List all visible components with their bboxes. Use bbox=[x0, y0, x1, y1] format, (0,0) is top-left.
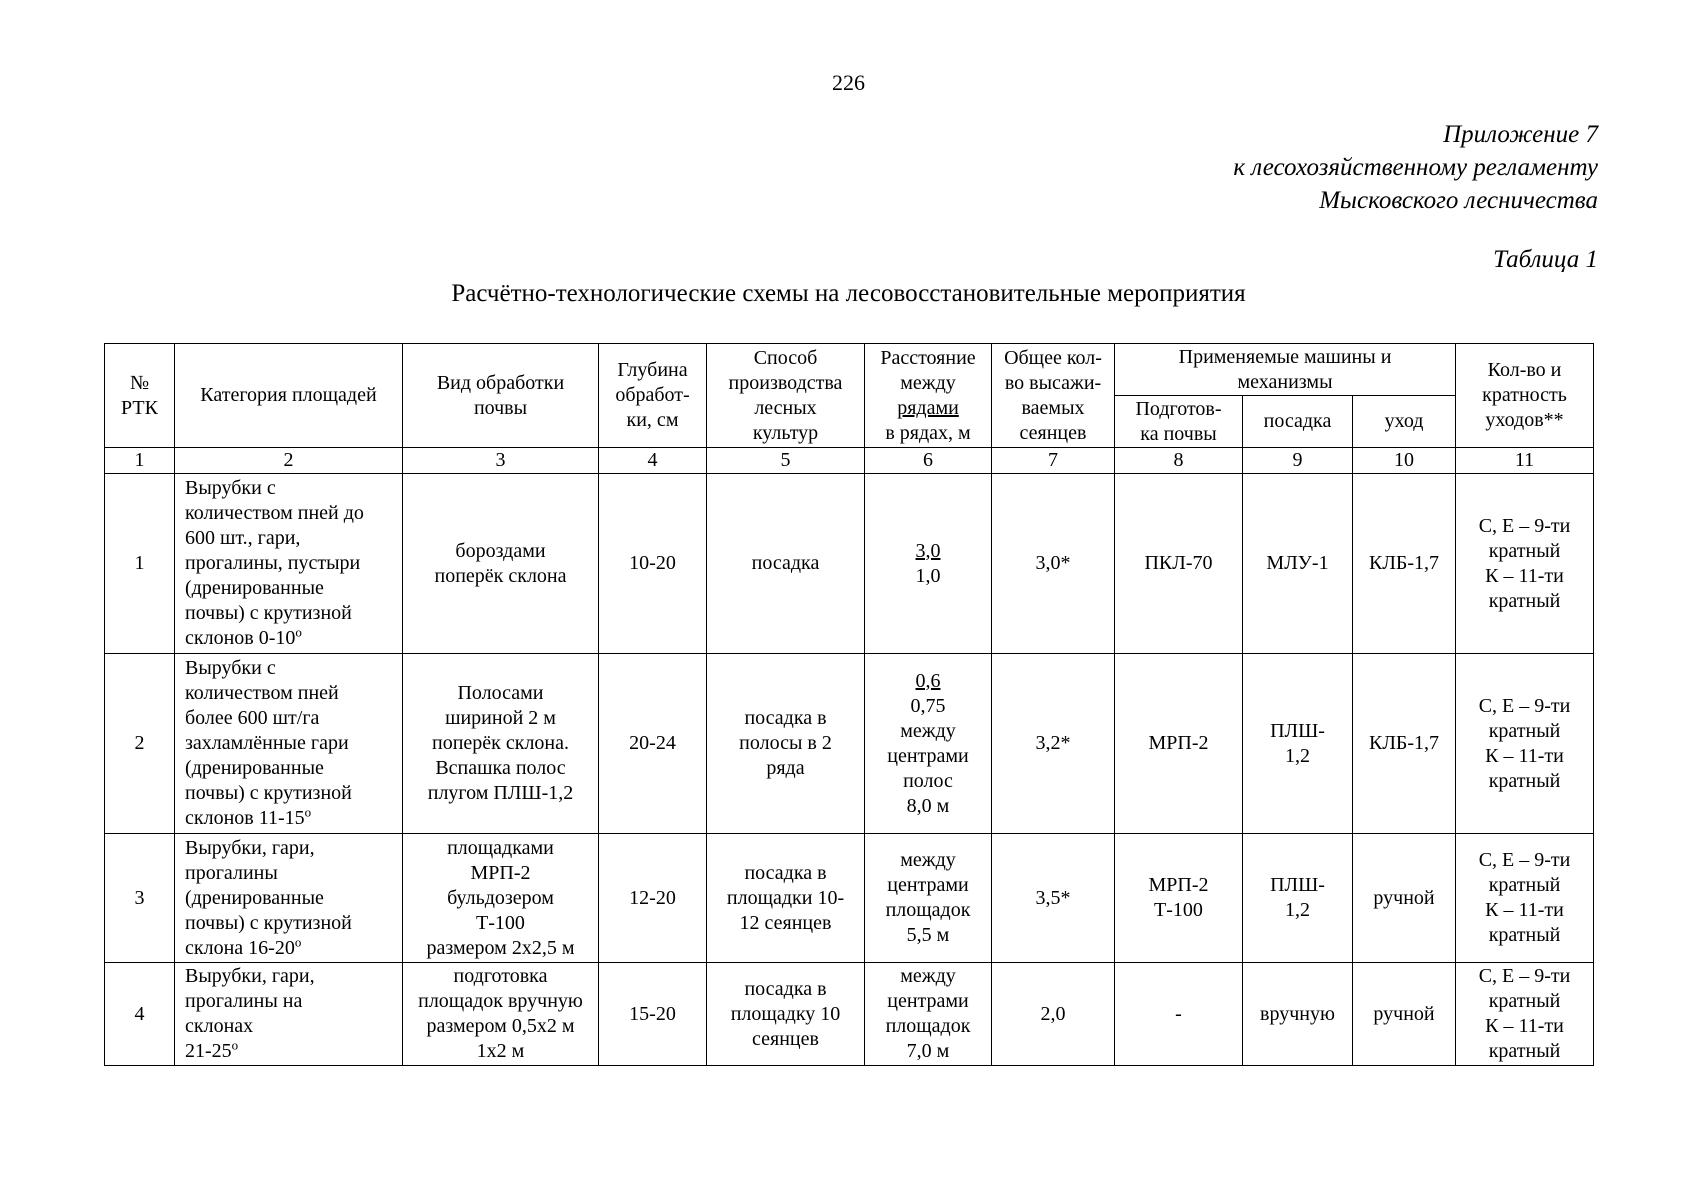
header-rtk-number: № РТК bbox=[105, 344, 175, 448]
row-category-text: Вырубки, гари, прогалины (дренированные почвы) с крутизной склона 16-20 bbox=[185, 836, 352, 959]
row-number: 1 bbox=[105, 474, 175, 654]
column-number: 10 bbox=[1353, 448, 1456, 474]
table-row bbox=[105, 963, 1594, 1066]
row-method: посадка в площадку 10 сеянцев bbox=[707, 963, 865, 1066]
table-row bbox=[105, 654, 1594, 834]
row-care-count: С, Е – 9-ти кратный К – 11-ти кратный bbox=[1456, 834, 1594, 963]
column-number: 11 bbox=[1456, 448, 1594, 474]
header-row-1 bbox=[105, 344, 1594, 396]
row-category-text: Вырубки с количеством пней более 600 шт/га захламлённые гари (дренированные почвы) с крутизной склонов 11-15 bbox=[185, 657, 352, 829]
header-machines-group: Применяемые машины и механизмы bbox=[1115, 344, 1456, 396]
row-treatment: бороздами поперёк склона bbox=[403, 474, 599, 654]
row-spacing-rest: между центрами площадок 5,5 м bbox=[885, 849, 971, 946]
row-method: посадка bbox=[707, 474, 865, 654]
row-treatment: Полосами шириной 2 м поперёк склона. Вспашка полос плугом ПЛШ-1,2 bbox=[403, 654, 599, 834]
appendix-line-3: Мысковского лесничества bbox=[1319, 187, 1598, 214]
row-spacing-rest: 1,0 bbox=[915, 564, 941, 587]
column-number: 1 bbox=[105, 448, 175, 474]
row-soil-prep: МРП-2 bbox=[1115, 654, 1243, 834]
row-care-count: С, Е – 9-ти кратный К – 11-ти кратный bbox=[1456, 654, 1594, 834]
row-care-count: С, Е – 9-ти кратный К – 11-ти кратный bbox=[1456, 474, 1594, 654]
row-seedlings: 3,5* bbox=[992, 834, 1115, 963]
header-spacing-line3: в рядах, м bbox=[885, 421, 971, 444]
appendix-caption bbox=[1233, 118, 1598, 217]
header-spacing bbox=[865, 344, 992, 448]
row-method: посадка в полосы в 2 ряда bbox=[707, 654, 865, 834]
row-category-text: Вырубки с количеством пней до 600 шт., гари, прогалины, пустыри (дренированные почвы) с крутизной склонов 0-10 bbox=[185, 477, 364, 649]
row-method: посадка в площадки 10- 12 сеянцев bbox=[707, 834, 865, 963]
rtk-table bbox=[104, 343, 1594, 1066]
row-spacing-rest: между центрами площадок 7,0 м bbox=[885, 965, 971, 1062]
row-care: ручной bbox=[1353, 834, 1456, 963]
header-soil-prep: Подготов- ка почвы bbox=[1115, 396, 1243, 448]
row-soil-prep: - bbox=[1115, 963, 1243, 1066]
row-planting: вручную bbox=[1243, 963, 1353, 1066]
degree-mark: о bbox=[294, 933, 302, 949]
row-spacing-rest: 0,75 между центрами полос 8,0 м bbox=[887, 694, 969, 817]
row-spacing bbox=[865, 654, 992, 834]
column-numbers-row bbox=[105, 448, 1594, 474]
row-care: ручной bbox=[1353, 963, 1456, 1066]
row-care-count: С, Е – 9-ти кратный К – 11-ти кратный bbox=[1456, 963, 1594, 1066]
row-depth: 10-20 bbox=[599, 474, 707, 654]
column-number: 6 bbox=[865, 448, 992, 474]
row-care: КЛБ-1,7 bbox=[1353, 474, 1456, 654]
header-seedlings: Общее кол- во высажи- ваемых сеянцев bbox=[992, 344, 1115, 448]
row-seedlings: 3,2* bbox=[992, 654, 1115, 834]
row-number: 2 bbox=[105, 654, 175, 834]
header-care-count: Кол-во и кратность уходов** bbox=[1456, 344, 1594, 448]
column-number: 4 bbox=[599, 448, 707, 474]
header-category: Категория площадей bbox=[175, 344, 403, 448]
row-planting: МЛУ-1 bbox=[1243, 474, 1353, 654]
appendix-line-1: Приложение 7 bbox=[1443, 121, 1598, 148]
row-planting: ПЛШ- 1,2 bbox=[1243, 654, 1353, 834]
row-category bbox=[175, 474, 403, 654]
header-method: Способ производства лесных культур bbox=[707, 344, 865, 448]
row-number: 4 bbox=[105, 963, 175, 1066]
row-spacing-top: 0,6 bbox=[915, 669, 941, 692]
page-number: 226 bbox=[832, 70, 865, 95]
degree-mark: о bbox=[295, 624, 302, 640]
row-seedlings: 2,0 bbox=[992, 963, 1115, 1066]
row-category bbox=[175, 834, 403, 963]
table-label: Таблица 1 bbox=[1493, 246, 1598, 273]
row-care: КЛБ-1,7 bbox=[1353, 654, 1456, 834]
row-planting: ПЛШ- 1,2 bbox=[1243, 834, 1353, 963]
degree-mark: о bbox=[231, 1037, 239, 1053]
column-number: 3 bbox=[403, 448, 599, 474]
header-depth: Глубина обработ- ки, см bbox=[599, 344, 707, 448]
row-spacing bbox=[865, 834, 992, 963]
row-depth: 12-20 bbox=[599, 834, 707, 963]
header-spacing-underlined: рядами bbox=[897, 396, 959, 419]
row-spacing-top: 3,0 bbox=[915, 539, 941, 562]
row-seedlings: 3,0* bbox=[992, 474, 1115, 654]
row-treatment: подготовка площадок вручную размером 0,5х2 м 1х2 м bbox=[403, 963, 599, 1066]
row-spacing bbox=[865, 474, 992, 654]
column-number: 7 bbox=[992, 448, 1115, 474]
column-number: 9 bbox=[1243, 448, 1353, 474]
row-number: 3 bbox=[105, 834, 175, 963]
row-category bbox=[175, 654, 403, 834]
row-spacing bbox=[865, 963, 992, 1066]
column-number: 2 bbox=[175, 448, 403, 474]
header-care: уход bbox=[1353, 396, 1456, 448]
header-spacing-line1: Расстояние между bbox=[880, 346, 976, 394]
appendix-line-2: к лесохозяйственному регламенту bbox=[1233, 154, 1598, 181]
row-depth: 15-20 bbox=[599, 963, 707, 1066]
header-treatment: Вид обработки почвы bbox=[403, 344, 599, 448]
row-soil-prep: МРП-2 Т-100 bbox=[1115, 834, 1243, 963]
header-planting: посадка bbox=[1243, 396, 1353, 448]
table-row bbox=[105, 834, 1594, 963]
column-number: 5 bbox=[707, 448, 865, 474]
table-row bbox=[105, 474, 1594, 654]
row-category-text: Вырубки, гари, прогалины на склонах 21-25 bbox=[185, 965, 315, 1062]
column-number: 8 bbox=[1115, 448, 1243, 474]
degree-mark: о bbox=[304, 804, 312, 820]
row-depth: 20-24 bbox=[599, 654, 707, 834]
row-category bbox=[175, 963, 403, 1066]
row-soil-prep: ПКЛ-70 bbox=[1115, 474, 1243, 654]
table-title: Расчётно-технологические схемы на лесовосстановительные мероприятия bbox=[451, 280, 1246, 307]
row-treatment: площадками МРП-2 бульдозером Т-100 размером 2х2,5 м bbox=[403, 834, 599, 963]
